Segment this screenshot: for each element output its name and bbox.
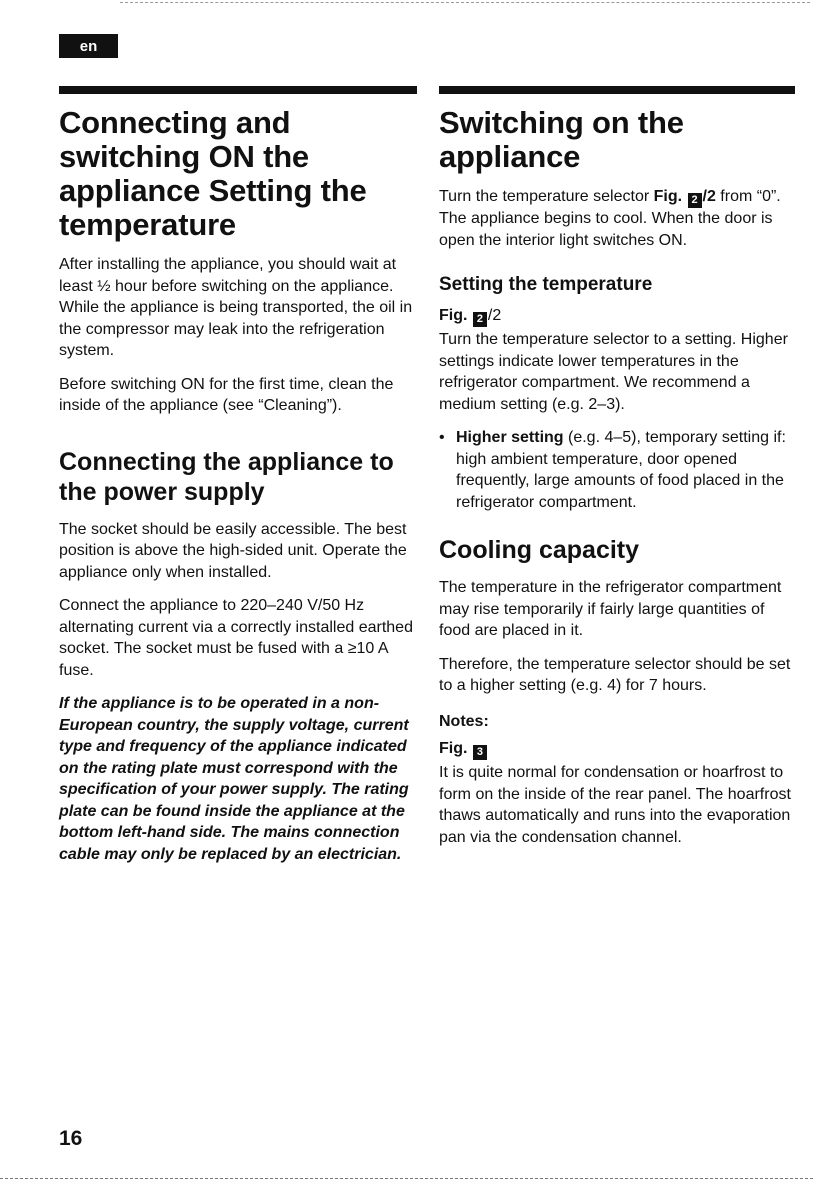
left-column <box>59 86 417 877</box>
language-tag: en <box>59 34 118 58</box>
notes-figure-ref: Fig. 3 <box>439 738 795 760</box>
setting-temperature-title: Setting the temperature <box>439 274 653 295</box>
figure-3-icon: 3 <box>473 745 487 760</box>
figure-2-icon: 2 <box>473 312 487 327</box>
notes-label: Notes: <box>439 712 489 730</box>
power-paragraph-1: The socket should be easily accessible. The best position is above the high-sided unit. Operate the appliance only when installed. <box>59 520 407 581</box>
connecting-title: Connecting and switching ON the appliance Setting the temperature <box>59 105 367 242</box>
setting-bullet-list <box>439 427 795 513</box>
cooling-paragraph-2: Therefore, the temperature selector should be set to a higher setting (e.g. 4) for 7 hours. <box>439 655 791 694</box>
intro-paragraph-2: Before switching ON for the first time, clean the inside of the appliance (see “Cleaning”). <box>59 375 394 414</box>
list-item: • Higher setting (e.g. 4–5), temporary setting if: high ambient temperature, door opened frequently, large amounts of food placed in the refrigerator compartment. <box>439 427 795 513</box>
cooling-paragraph-1: The temperature in the refrigerator compartment may rise temporarily if fairly large quantities of food are placed in it. <box>439 579 782 639</box>
power-supply-title: Connecting the appliance to the power supply <box>59 447 394 506</box>
notes-paragraph: It is quite normal for condensation or hoarfrost to form on the inside of the rear panel. The hoarfrost thaws automatically and runs into the evaporation pan via the condensation channel. <box>439 764 791 846</box>
setting-paragraph: Turn the temperature selector to a setting. Higher settings indicate lower temperatures in the refrigerator compartment. We recommend a medium setting (e.g. 2–3). <box>439 331 788 413</box>
switching-on-title: Switching on the appliance <box>439 105 684 174</box>
figure-2-icon: 2 <box>688 193 702 208</box>
right-heading-rule <box>439 86 795 94</box>
bottom-scan-line <box>0 1178 813 1180</box>
intro-paragraph-1: After installing the appliance, you should wait at least ½ hour before switching on the appliance. While the appliance is being transported, the oil in the compressor may leak into the refrigeration system. <box>59 256 413 359</box>
power-warning: If the appliance is to be operated in a non-European country, the supply voltage, current type and frequency of the appliance indicated on the rating plate must correspond with the specification of your power supply. The rating plate can be found inside the appliance at the bottom left-hand side. The mains connection cable may only be replaced by an electrician. <box>59 695 409 863</box>
power-paragraph-2: Connect the appliance to 220–240 V/50 Hz alternating current via a correctly installed earthed socket. The socket must be fused with a ≥10 A fuse. <box>59 597 413 679</box>
switch-on-paragraph: Turn the temperature selector Fig. 2 /2 from “0”. The appliance begins to cool. When the door is open the interior light switches ON. <box>439 188 781 249</box>
cooling-capacity-title: Cooling capacity <box>439 536 640 564</box>
right-column <box>439 86 795 860</box>
setting-figure-ref: Fig. 2 /2 <box>439 307 502 325</box>
left-heading-rule <box>59 86 417 94</box>
page-number: 16 <box>59 1127 83 1150</box>
top-scan-line <box>120 2 810 4</box>
